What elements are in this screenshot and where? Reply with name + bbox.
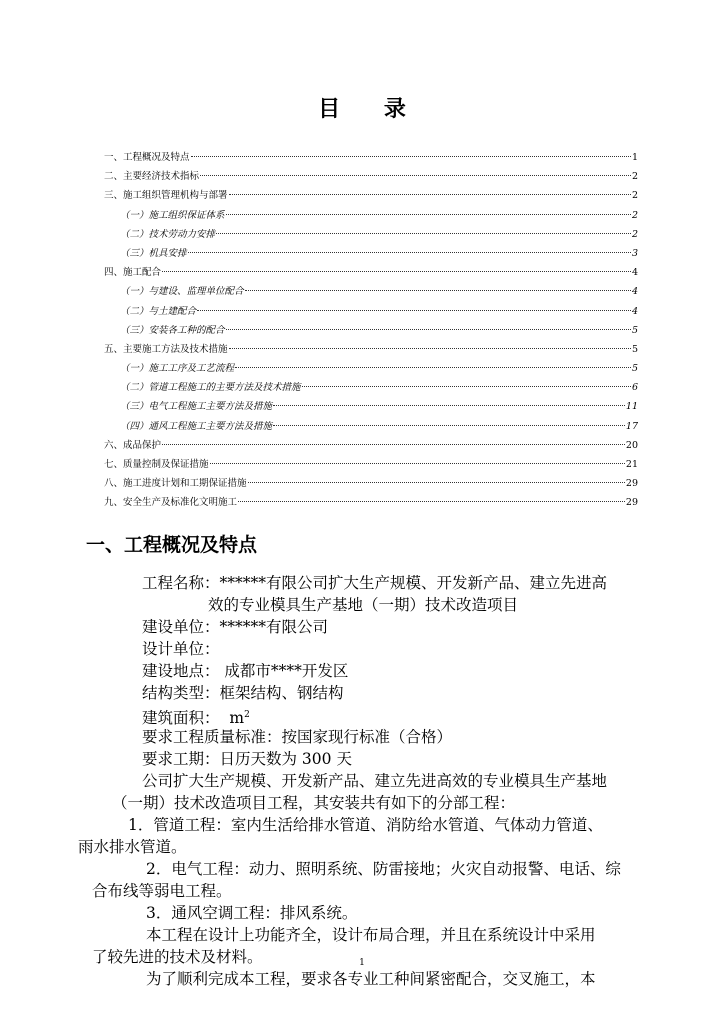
toc-leader — [238, 501, 625, 502]
toc-entry-page: 20 — [625, 439, 638, 451]
toc-subentry[interactable] — [104, 321, 638, 340]
toc-entry-page: 4 — [631, 305, 638, 317]
toc-entry[interactable] — [104, 148, 638, 167]
toc-subentry[interactable] — [104, 225, 638, 244]
toc-entry-page: 17 — [625, 420, 638, 432]
area-unit: m — [229, 709, 245, 728]
toc-entry-label: 九、安全生产及标准化文明施工 — [104, 497, 238, 509]
toc-subentry[interactable] — [104, 282, 638, 301]
table-of-contents — [104, 148, 638, 513]
toc-entry-label: 六、成品保护 — [104, 439, 162, 451]
toc-leader — [226, 329, 631, 330]
toc-entry-page: 4 — [631, 267, 638, 279]
toc-entry[interactable] — [104, 455, 638, 474]
toc-leader — [226, 214, 631, 215]
toc-leader — [302, 386, 631, 387]
toc-subentry[interactable] — [104, 397, 638, 416]
toc-entry-page: 29 — [625, 497, 638, 509]
paragraph-line: 为了顺利完成本工程，要求各专业工种间紧密配合，交叉施工，本 — [146, 970, 596, 988]
toc-entry-label: （三）电气工程施工主要方法及措施 — [120, 401, 273, 413]
toc-entry-label: 三、施工组织管理机构与部署 — [104, 190, 228, 202]
toc-leader — [229, 348, 631, 349]
toc-leader — [273, 425, 625, 426]
project-name-continuation: 效的专业模具生产基地（一期）技术改造项目 — [208, 596, 519, 614]
toc-leader — [248, 482, 625, 483]
toc-entry-page: 5 — [631, 363, 638, 375]
construction-unit-line: 建设单位：******有限公司 — [142, 618, 329, 636]
toc-entry-label: 一、工程概况及特点 — [104, 152, 190, 163]
toc-entry-label: （二）管道工程施工的主要方法及技术措施 — [120, 382, 301, 394]
toc-entry[interactable] — [104, 436, 638, 455]
paragraph-line: 了较先进的技术及材料。 — [92, 948, 263, 966]
toc-entry-label: 五、主要施工方法及技术措施 — [104, 343, 228, 355]
toc-subentry[interactable] — [104, 206, 638, 225]
toc-title: 目 录 — [318, 97, 424, 122]
toc-entry-label: （三）安装各工种的配合 — [120, 324, 225, 336]
toc-entry[interactable] — [104, 340, 638, 359]
toc-leader — [235, 367, 631, 368]
toc-entry[interactable] — [104, 186, 638, 205]
toc-subentry[interactable] — [104, 302, 638, 321]
floor-area-line — [78, 704, 646, 726]
toc-leader — [229, 194, 631, 195]
toc-entry-label: （二）技术劳动力安排 — [120, 228, 216, 240]
toc-leader — [191, 156, 631, 157]
toc-entry-label: （一）施工工序及工艺流程 — [120, 363, 235, 375]
structure-type-line: 结构类型：框架结构、钢结构 — [142, 684, 344, 702]
paragraph-line: （一期）技术改造项目工程，其安装共有如下的分部工程： — [112, 794, 516, 812]
toc-entry-page: 11 — [625, 401, 638, 413]
toc-entry-page: 1 — [631, 152, 638, 163]
floor-area-label: 建筑面积： — [142, 709, 220, 728]
toc-entry-page: 2 — [631, 190, 638, 202]
section-heading: 一、工程概况及特点 — [86, 534, 258, 556]
toc-subentry[interactable] — [104, 244, 638, 263]
toc-leader — [162, 271, 631, 272]
toc-entry[interactable] — [104, 474, 638, 493]
toc-entry-label: 七、质量控制及保证措施 — [104, 459, 209, 470]
toc-entry[interactable] — [104, 263, 638, 282]
toc-entry-label: 八、施工进度计划和工期保证措施 — [104, 478, 247, 490]
toc-entry-page: 4 — [631, 286, 638, 298]
paragraph-line: 公司扩大生产规模、开发新产品、建立先进高效的专业模具生产基地 — [142, 772, 608, 790]
list-item-ventilation: 3．通风空调工程：排风系统。 — [146, 904, 358, 922]
location-line: 建设地点： 成都市****开发区 — [142, 662, 349, 680]
list-item-pipes: 1．管道工程：室内生活给排水管道、消防给水管道、气体动力管道、 — [128, 816, 603, 834]
toc-subentry[interactable] — [104, 359, 638, 378]
toc-entry-page: 21 — [625, 459, 638, 470]
toc-entry-label: 四、施工配合 — [104, 267, 162, 279]
toc-entry-label: （二）与土建配合 — [120, 305, 197, 317]
toc-entry-label: 二、主要经济技术指标 — [104, 171, 200, 183]
toc-leader — [200, 175, 631, 176]
paragraph-line: 本工程在设计上功能齐全，设计布局合理，并且在系统设计中采用 — [146, 926, 596, 944]
toc-entry[interactable] — [104, 167, 638, 186]
toc-entry-page: 6 — [631, 382, 638, 394]
quality-standard-line: 要求工程质量标准：按国家现行标准（合格） — [142, 728, 453, 746]
toc-entry-page: 29 — [625, 478, 638, 490]
toc-subentry[interactable] — [104, 378, 638, 397]
toc-leader — [273, 405, 625, 406]
design-unit-line: 设计单位： — [142, 640, 220, 658]
list-item-electrical: 2．电气工程：动力、照明系统、防雷接地；火灾自动报警、电话、综 — [146, 860, 621, 878]
page-number: 1 — [359, 958, 365, 968]
toc-entry-page: 5 — [631, 324, 638, 336]
toc-entry-label: （一）与建设、监理单位配合 — [120, 286, 244, 298]
toc-leader — [245, 290, 631, 291]
list-item-continuation: 雨水排水管道。 — [78, 838, 187, 856]
toc-entry-page: 2 — [631, 171, 638, 183]
project-name-line: 工程名称：******有限公司扩大生产规模、开发新产品、建立先进高 — [142, 574, 608, 592]
toc-leader — [162, 444, 625, 445]
area-unit-exponent: 2 — [244, 710, 250, 720]
toc-leader — [188, 252, 631, 253]
toc-entry-label: （三）机具安排 — [120, 247, 187, 259]
toc-leader — [210, 463, 625, 464]
toc-entry-label: （一）施工组织保证体系 — [120, 209, 225, 221]
toc-entry-page: 3 — [631, 247, 638, 259]
toc-subentry[interactable] — [104, 417, 638, 436]
toc-entry[interactable] — [104, 493, 638, 512]
toc-entry-page: 2 — [631, 209, 638, 221]
toc-entry-page: 2 — [631, 228, 638, 240]
list-item-continuation: 合布线等弱电工程。 — [92, 882, 232, 900]
toc-entry-page: 5 — [631, 343, 638, 355]
toc-leader — [197, 310, 631, 311]
duration-line: 要求工期：日历天数为 300 天 — [142, 750, 352, 768]
section-body — [78, 572, 646, 990]
toc-leader — [216, 233, 631, 234]
toc-entry-label: （四）通风工程施工主要方法及措施 — [120, 420, 273, 432]
